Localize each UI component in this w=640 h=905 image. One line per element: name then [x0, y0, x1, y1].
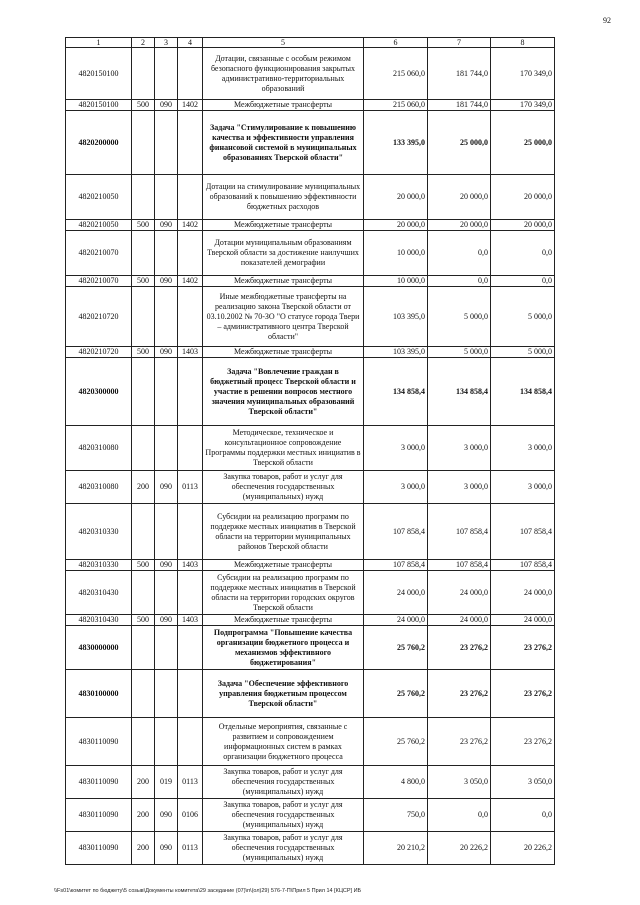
row-section: [178, 718, 203, 766]
row-description: Межбюджетные трансферты: [203, 347, 364, 358]
row-ministry: [155, 175, 178, 220]
table-row: [66, 100, 555, 111]
row-value-col6: 3 000,0: [364, 426, 428, 471]
row-group: [132, 358, 155, 426]
table-row: [66, 426, 555, 471]
file-path-footer: \\Fs01\комитет по бюджету\5 созыв\Документы комитета\29 заседание (07)\п\(ол)29) 576-7-П\Прил 5 Прил 14 [КЦСР] ИБ: [54, 888, 362, 894]
row-value-col6: 215 060,0: [364, 100, 428, 111]
row-ministry: [155, 48, 178, 100]
row-value-col7: 5 000,0: [428, 347, 491, 358]
row-code: 4820300000: [66, 358, 132, 426]
row-value-col7: 3 050,0: [428, 766, 491, 799]
row-value-col6: 25 760,2: [364, 626, 428, 670]
row-group: [132, 287, 155, 347]
row-description: Закупка товаров, работ и услуг для обеспечения государственных (муниципальных) нужд: [203, 471, 364, 504]
row-section: 1402: [178, 220, 203, 231]
row-value-col6: 10 000,0: [364, 231, 428, 276]
row-value-col8: 24 000,0: [491, 615, 555, 626]
row-value-col6: 10 000,0: [364, 276, 428, 287]
row-value-col6: 107 858,4: [364, 504, 428, 560]
row-code: 4820210070: [66, 231, 132, 276]
row-group: [132, 175, 155, 220]
row-value-col7: 23 276,2: [428, 626, 491, 670]
row-code: 4820150100: [66, 48, 132, 100]
row-group: [132, 111, 155, 175]
row-value-col7: 25 000,0: [428, 111, 491, 175]
row-section: [178, 287, 203, 347]
row-group: 500: [132, 220, 155, 231]
row-value-col8: 5 000,0: [491, 347, 555, 358]
row-description: Закупка товаров, работ и услуг для обеспечения государственных (муниципальных) нужд: [203, 799, 364, 832]
row-group: 500: [132, 100, 155, 111]
row-value-col7: 23 276,2: [428, 718, 491, 766]
row-value-col7: 20 226,2: [428, 832, 491, 865]
row-ministry: 090: [155, 799, 178, 832]
row-value-col6: 103 395,0: [364, 287, 428, 347]
row-value-col7: 134 858,4: [428, 358, 491, 426]
row-description: Дотации, связанные с особым режимом безопасного функционирования закрытых административно-территориальных образований: [203, 48, 364, 100]
row-code: 4830000000: [66, 626, 132, 670]
table-row: [66, 766, 555, 799]
row-value-col8: 0,0: [491, 231, 555, 276]
row-description: Межбюджетные трансферты: [203, 276, 364, 287]
row-value-col7: 181 744,0: [428, 48, 491, 100]
row-section: 0113: [178, 471, 203, 504]
table-row: [66, 799, 555, 832]
row-group: [132, 571, 155, 615]
row-value-col7: 5 000,0: [428, 287, 491, 347]
table-row: [66, 471, 555, 504]
row-section: 0113: [178, 766, 203, 799]
row-description: Иные межбюджетные трансферты на реализацию закона Тверской области от 03.10.2002 № 70-ЗО "О статусе города Твери – административного центра Тверской области": [203, 287, 364, 347]
row-code: 4820310330: [66, 560, 132, 571]
row-section: [178, 571, 203, 615]
table-row: [66, 832, 555, 865]
header-row: [66, 38, 555, 48]
row-section: [178, 670, 203, 718]
row-ministry: 090: [155, 220, 178, 231]
row-group: [132, 718, 155, 766]
row-ministry: 090: [155, 347, 178, 358]
row-value-col7: 3 000,0: [428, 426, 491, 471]
row-value-col6: 24 000,0: [364, 571, 428, 615]
table-row: [66, 615, 555, 626]
row-ministry: 090: [155, 471, 178, 504]
row-description: Субсидии на реализацию программ по поддержке местных инициатив в Тверской области на территории городских округов Тверской области: [203, 571, 364, 615]
row-code: 4830110090: [66, 832, 132, 865]
row-description: Методическое, техническое и консультационное сопровождение Программы поддержки местных инициатив в Тверской области: [203, 426, 364, 471]
header-cell: 5: [203, 38, 364, 48]
row-code: 4820210720: [66, 347, 132, 358]
row-value-col8: 170 349,0: [491, 100, 555, 111]
row-section: [178, 426, 203, 471]
header-cell: 8: [491, 38, 555, 48]
row-value-col6: 134 858,4: [364, 358, 428, 426]
row-description: Дотации на стимулирование муниципальных образований к повышению эффективности бюджетных расходов: [203, 175, 364, 220]
row-group: 500: [132, 276, 155, 287]
table-row: [66, 571, 555, 615]
row-code: 4820210070: [66, 276, 132, 287]
row-description: Задача "Обеспечение эффективного управления бюджетным процессом Тверской области": [203, 670, 364, 718]
row-ministry: [155, 718, 178, 766]
row-ministry: 090: [155, 615, 178, 626]
row-value-col6: 3 000,0: [364, 471, 428, 504]
row-section: [178, 626, 203, 670]
row-value-col8: 107 858,4: [491, 504, 555, 560]
row-code: 4820310080: [66, 471, 132, 504]
row-value-col7: 3 000,0: [428, 471, 491, 504]
row-description: Закупка товаров, работ и услуг для обеспечения государственных (муниципальных) нужд: [203, 832, 364, 865]
row-ministry: [155, 287, 178, 347]
row-description: Дотации муниципальным образованиям Тверской области за достижение наилучших показателей демографии: [203, 231, 364, 276]
row-ministry: 090: [155, 832, 178, 865]
row-value-col6: 103 395,0: [364, 347, 428, 358]
row-value-col6: 25 760,2: [364, 718, 428, 766]
row-value-col7: 181 744,0: [428, 100, 491, 111]
row-value-col7: 107 858,4: [428, 560, 491, 571]
row-group: 500: [132, 560, 155, 571]
row-code: 4820310080: [66, 426, 132, 471]
row-value-col8: 20 000,0: [491, 175, 555, 220]
row-ministry: [155, 358, 178, 426]
row-description: Задача "Стимулирование к повышению качества и эффективности управления финансовой системой в муниципальных образованиях Тверской области": [203, 111, 364, 175]
row-value-col6: 24 000,0: [364, 615, 428, 626]
row-section: 1403: [178, 560, 203, 571]
table-row: [66, 626, 555, 670]
row-description: Межбюджетные трансферты: [203, 220, 364, 231]
row-group: [132, 231, 155, 276]
row-description: Межбюджетные трансферты: [203, 615, 364, 626]
row-value-col8: 107 858,4: [491, 560, 555, 571]
row-code: 4820210720: [66, 287, 132, 347]
row-value-col8: 134 858,4: [491, 358, 555, 426]
header-cell: 2: [132, 38, 155, 48]
table-row: [66, 220, 555, 231]
row-description: Подпрограмма "Повышение качества организации бюджетного процесса и механизмов эффективного бюджетирования": [203, 626, 364, 670]
row-code: 4820310430: [66, 571, 132, 615]
row-ministry: [155, 111, 178, 175]
row-ministry: 090: [155, 276, 178, 287]
table-row: [66, 347, 555, 358]
row-value-col8: 23 276,2: [491, 626, 555, 670]
row-group: [132, 48, 155, 100]
row-description: Отдельные мероприятия, связанные с развитием и сопровождением информационных систем в рамках организации бюджетного процесса: [203, 718, 364, 766]
row-value-col7: 20 000,0: [428, 220, 491, 231]
row-section: [178, 48, 203, 100]
row-value-col8: 25 000,0: [491, 111, 555, 175]
budget-table: [65, 37, 555, 865]
row-value-col7: 0,0: [428, 799, 491, 832]
row-group: 200: [132, 799, 155, 832]
row-value-col8: 3 000,0: [491, 426, 555, 471]
row-section: [178, 111, 203, 175]
row-ministry: [155, 504, 178, 560]
row-value-col7: 20 000,0: [428, 175, 491, 220]
row-value-col8: 5 000,0: [491, 287, 555, 347]
row-ministry: 090: [155, 560, 178, 571]
row-ministry: [155, 231, 178, 276]
row-section: 1402: [178, 100, 203, 111]
row-value-col6: 20 210,2: [364, 832, 428, 865]
row-ministry: 019: [155, 766, 178, 799]
row-value-col6: 20 000,0: [364, 220, 428, 231]
row-code: 4820310330: [66, 504, 132, 560]
row-code: 4820150100: [66, 100, 132, 111]
row-value-col8: 24 000,0: [491, 571, 555, 615]
table-row: [66, 287, 555, 347]
row-section: 1403: [178, 347, 203, 358]
row-value-col6: 20 000,0: [364, 175, 428, 220]
table-row: [66, 358, 555, 426]
row-code: 4830110090: [66, 799, 132, 832]
row-description: Субсидии на реализацию программ по поддержке местных инициатив в Тверской области на территории муниципальных районов Тверской области: [203, 504, 364, 560]
row-group: 200: [132, 471, 155, 504]
row-description: Задача "Вовлечение граждан в бюджетный процесс Тверской области и участие в решении вопросов местного значения муниципальных образований Тверской области": [203, 358, 364, 426]
row-group: [132, 626, 155, 670]
row-value-col7: 24 000,0: [428, 571, 491, 615]
row-group: [132, 670, 155, 718]
table-row: [66, 504, 555, 560]
header-cell: 6: [364, 38, 428, 48]
row-ministry: [155, 626, 178, 670]
row-code: 4830110090: [66, 718, 132, 766]
row-code: 4820200000: [66, 111, 132, 175]
row-value-col8: 23 276,2: [491, 718, 555, 766]
row-ministry: [155, 670, 178, 718]
row-section: 1402: [178, 276, 203, 287]
row-ministry: [155, 426, 178, 471]
row-value-col6: 215 060,0: [364, 48, 428, 100]
row-description: Межбюджетные трансферты: [203, 560, 364, 571]
row-code: 4820210050: [66, 175, 132, 220]
row-ministry: [155, 571, 178, 615]
row-value-col8: 0,0: [491, 276, 555, 287]
row-code: 4820210050: [66, 220, 132, 231]
header-cell: 3: [155, 38, 178, 48]
row-group: 500: [132, 615, 155, 626]
row-group: [132, 426, 155, 471]
row-value-col7: 24 000,0: [428, 615, 491, 626]
row-value-col7: 107 858,4: [428, 504, 491, 560]
row-code: 4830100000: [66, 670, 132, 718]
table-row: [66, 231, 555, 276]
row-value-col8: 23 276,2: [491, 670, 555, 718]
row-section: [178, 231, 203, 276]
table-row: [66, 48, 555, 100]
row-value-col6: 750,0: [364, 799, 428, 832]
row-value-col7: 23 276,2: [428, 670, 491, 718]
header-cell: 4: [178, 38, 203, 48]
row-description: Межбюджетные трансферты: [203, 100, 364, 111]
row-value-col6: 107 858,4: [364, 560, 428, 571]
row-group: 200: [132, 766, 155, 799]
row-value-col8: 3 050,0: [491, 766, 555, 799]
table-row: [66, 718, 555, 766]
row-section: [178, 175, 203, 220]
page-number: 92: [603, 16, 611, 25]
header-cell: 1: [66, 38, 132, 48]
row-section: 1403: [178, 615, 203, 626]
table-row: [66, 560, 555, 571]
row-code: 4820310430: [66, 615, 132, 626]
row-value-col8: 20 226,2: [491, 832, 555, 865]
row-value-col6: 25 760,2: [364, 670, 428, 718]
row-group: 200: [132, 832, 155, 865]
row-description: Закупка товаров, работ и услуг для обеспечения государственных (муниципальных) нужд: [203, 766, 364, 799]
row-section: [178, 358, 203, 426]
table-row: [66, 276, 555, 287]
row-section: 0113: [178, 832, 203, 865]
row-value-col8: 3 000,0: [491, 471, 555, 504]
row-section: [178, 504, 203, 560]
table-row: [66, 111, 555, 175]
row-ministry: 090: [155, 100, 178, 111]
row-value-col8: 20 000,0: [491, 220, 555, 231]
row-group: 500: [132, 347, 155, 358]
row-value-col6: 4 800,0: [364, 766, 428, 799]
table-row: [66, 670, 555, 718]
row-code: 4830110090: [66, 766, 132, 799]
row-section: 0106: [178, 799, 203, 832]
row-value-col7: 0,0: [428, 276, 491, 287]
row-value-col8: 0,0: [491, 799, 555, 832]
header-cell: 7: [428, 38, 491, 48]
row-value-col6: 133 395,0: [364, 111, 428, 175]
table-row: [66, 175, 555, 220]
row-group: [132, 504, 155, 560]
row-value-col8: 170 349,0: [491, 48, 555, 100]
row-value-col7: 0,0: [428, 231, 491, 276]
